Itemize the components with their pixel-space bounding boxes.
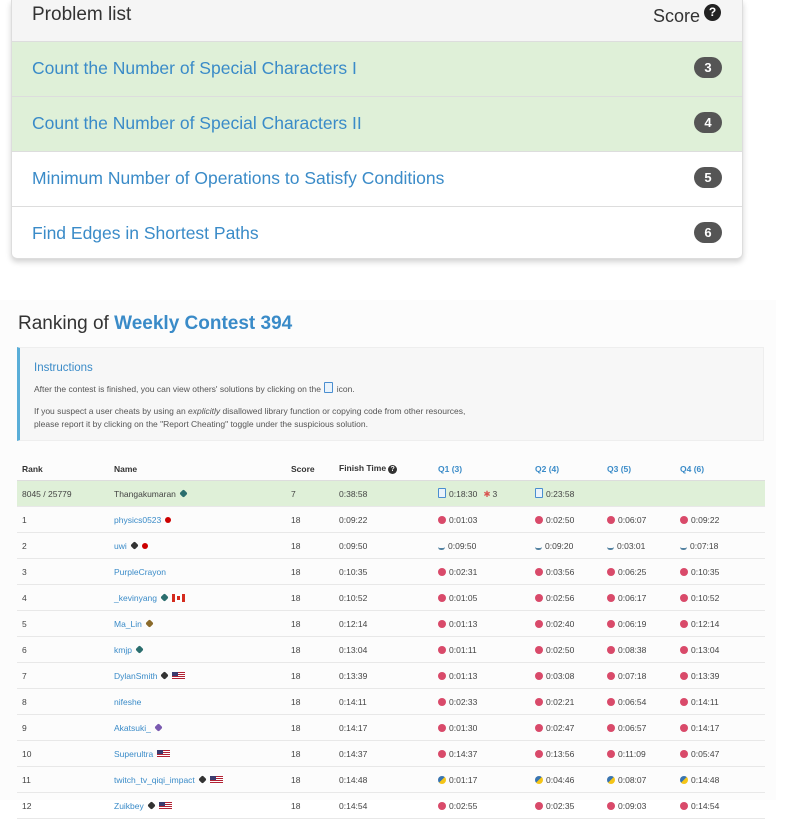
ranking-section [0,300,776,811]
finish-time-cell: 0:12:14 [334,611,433,637]
q3-time: 0:06:25 [618,566,647,577]
instructions-text: After the contest is finished, you can view others' solutions by clicking on the [34,384,321,394]
q4-cell [675,611,765,637]
rank-cell: 8 [17,689,109,715]
q1-cell [433,741,530,767]
q2-time: 0:09:20 [545,540,574,551]
instructions-text: icon. [336,384,355,394]
bug-icon: ✱ [483,488,491,499]
finish-time-cell: 0:38:58 [334,481,433,507]
q4-time: 0:10:35 [691,566,720,577]
q2-cell [530,585,602,611]
username[interactable]: DylanSmith [114,670,158,681]
cpp-language-icon[interactable] [680,672,688,680]
name-cell [109,585,286,611]
problem-title-link[interactable]: Minimum Number of Operations to Satisfy Conditions [32,168,445,188]
cpp-language-icon[interactable] [438,750,446,758]
score-cell: 18 [286,793,334,819]
name-cell [109,793,286,819]
ranking-row [17,611,765,637]
q2-cell [530,741,602,767]
q4-cell [675,663,765,689]
cpp-language-icon[interactable] [438,594,446,602]
q4-cell [675,741,765,767]
problem-title-link[interactable]: Count the Number of Special Characters II [32,113,362,133]
cpp-language-icon[interactable] [535,594,543,602]
username[interactable]: PurpleCrayon [114,566,166,577]
q4-time: 0:10:52 [691,592,720,603]
badge-icon [145,619,153,627]
java-language-icon[interactable] [607,542,614,550]
q1-time: 0:02:31 [449,566,478,577]
cpp-language-icon[interactable] [680,802,688,810]
cpp-language-icon[interactable] [438,568,446,576]
badge-icon [130,541,138,549]
q3-cell [602,559,675,585]
q4-cell [675,507,765,533]
q1-cell [433,585,530,611]
badge-icon [160,593,168,601]
q1-time: 0:01:05 [449,592,478,603]
cpp-language-icon[interactable] [535,724,543,732]
cpp-language-icon[interactable] [680,698,688,706]
q3-time: 0:07:18 [618,670,647,681]
us-flag-icon [210,776,223,784]
instructions-line-3: please report it by clicking on the "Report Cheating" toggle under the suspicious solution. [34,419,368,429]
score-cell: 18 [286,585,334,611]
cpp-language-icon[interactable] [535,698,543,706]
q2-time: 0:23:58 [546,489,575,499]
japan-flag-icon [165,517,171,523]
q2-time: 0:02:56 [546,592,575,603]
problem-list-title: Problem list [32,4,132,25]
finish-time-cell: 0:09:22 [334,507,433,533]
rank-cell: 10 [17,741,109,767]
q1-time: 0:01:17 [449,774,478,785]
problem-list-panel [11,0,743,259]
col-rank: Rank [17,457,109,481]
rank-cell: 7 [17,663,109,689]
problem-score-badge: 6 [694,222,722,243]
q1-time: 0:01:11 [449,644,477,655]
q3-time: 0:11:09 [618,748,646,759]
finish-time-cell: 0:13:39 [334,663,433,689]
q1-time: 0:01:13 [449,618,478,629]
q2-time: 0:02:50 [546,644,575,655]
finish-time-cell: 0:14:11 [334,689,433,715]
q4-time: 0:12:14 [691,618,720,629]
q2-cell [530,793,602,819]
cpp-language-icon[interactable] [680,620,688,628]
name-cell [109,533,286,559]
rank-cell: 9 [17,715,109,741]
rank-cell: 2 [17,533,109,559]
name-cell [109,767,286,793]
ranking-row [17,793,765,819]
col-score: Score [286,457,334,481]
cpp-language-icon[interactable] [607,568,615,576]
q3-cell [602,741,675,767]
problem-row[interactable] [12,207,742,259]
score-cell: 18 [286,559,334,585]
ranking-row [17,663,765,689]
q4-time: 0:14:17 [691,722,720,733]
q3-cell [602,507,675,533]
solution-doc-icon [324,382,333,393]
ranking-title-prefix: Ranking of [18,313,109,334]
username[interactable]: _kevinyang [114,592,158,603]
badge-icon [147,801,155,809]
score-cell: 18 [286,507,334,533]
ranking-row [17,715,765,741]
q1-cell [433,559,530,585]
q1-time: 0:02:33 [449,696,478,707]
rank-cell: 5 [17,611,109,637]
rank-cell: 1 [17,507,109,533]
rank-cell: 12 [17,793,109,819]
q2-time: 0:02:35 [546,800,575,811]
cpp-language-icon[interactable] [438,802,446,810]
java-language-icon[interactable] [535,542,542,550]
finish-time-cell: 0:14:54 [334,793,433,819]
q2-cell [530,767,602,793]
ranking-row [17,585,765,611]
problem-title-link[interactable]: Count the Number of Special Characters I [32,58,357,78]
q4-cell [675,767,765,793]
cpp-language-icon[interactable] [535,672,543,680]
q2-cell [530,507,602,533]
q1-cell [433,637,530,663]
col-q1[interactable]: Q1 (3) [433,457,530,481]
cpp-language-icon[interactable] [607,750,615,758]
username[interactable]: Thangakumaran [114,488,176,499]
ranking-row [17,741,765,767]
cpp-language-icon[interactable] [438,724,446,732]
q2-cell [530,559,602,585]
q4-cell [675,793,765,819]
q2-cell [530,481,602,507]
cpp-language-icon[interactable] [535,516,543,524]
name-cell [109,715,286,741]
cpp-language-icon[interactable] [438,620,446,628]
python-language-icon[interactable] [438,776,446,784]
col-finish-label: Finish Time [339,463,387,473]
username[interactable]: physics0523 [114,514,162,525]
score-cell: 7 [286,481,334,507]
q4-cell [675,715,765,741]
score-cell: 18 [286,533,334,559]
q3-time: 0:06:19 [618,618,647,629]
q3-cell [602,715,675,741]
q4-time: 0:14:54 [691,800,720,811]
cpp-language-icon[interactable] [438,646,446,654]
q1-time: 0:01:13 [449,670,478,681]
finish-time-cell: 0:13:04 [334,637,433,663]
instructions-text: If you suspect a user cheats by using an [34,406,186,416]
cpp-language-icon[interactable] [607,594,615,602]
cpp-language-icon[interactable] [607,802,615,810]
q1-cell [433,793,530,819]
username[interactable]: Zuikbey [114,800,144,811]
q3-time: 0:06:07 [618,514,647,525]
problem-score-badge: 4 [694,112,722,133]
q2-time: 0:02:47 [546,722,575,733]
q3-time: 0:06:57 [618,722,647,733]
problem-list-header [12,0,742,42]
q3-cell [602,611,675,637]
col-name: Name [109,457,286,481]
cpp-language-icon[interactable] [680,724,688,732]
ranking-title [18,313,292,335]
ranking-row [17,507,765,533]
q4-cell [675,689,765,715]
cpp-language-icon[interactable] [680,646,688,654]
q1-time: 0:01:30 [449,722,478,733]
q2-cell [530,533,602,559]
question-circle-icon[interactable]: ? [704,4,721,21]
question-circle-icon[interactable]: ? [388,465,397,474]
q2-cell [530,715,602,741]
q1-cell [433,481,530,507]
problem-title-link[interactable]: Find Edges in Shortest Paths [32,223,259,243]
java-language-icon[interactable] [680,542,687,550]
q1-cell [433,715,530,741]
finish-time-cell: 0:10:35 [334,559,433,585]
cpp-language-icon[interactable] [535,646,543,654]
q1-time: 0:01:03 [449,514,478,525]
q4-time: 0:05:47 [691,748,720,759]
cpp-language-icon[interactable] [607,672,615,680]
q1-time: 0:02:55 [449,800,478,811]
q2-time: 0:02:40 [546,618,575,629]
q3-cell [602,663,675,689]
ranking-row [17,559,765,585]
us-flag-icon [157,750,170,758]
finish-time-cell: 0:14:48 [334,767,433,793]
ranking-row [17,533,765,559]
badge-icon [135,645,143,653]
ranking-row [17,637,765,663]
score-cell: 18 [286,767,334,793]
q3-cell [602,585,675,611]
finish-time-cell: 0:09:50 [334,533,433,559]
name-cell [109,559,286,585]
badge-icon [161,671,169,679]
q4-cell [675,559,765,585]
cpp-language-icon[interactable] [438,672,446,680]
q2-time: 0:03:08 [546,670,575,681]
badge-icon [154,723,162,731]
q3-time: 0:08:38 [618,644,647,655]
cpp-language-icon[interactable] [680,594,688,602]
score-header-label: Score [652,6,700,26]
instructions-line-2 [34,406,465,416]
rank-cell: 3 [17,559,109,585]
q3-time: 0:03:01 [617,540,646,551]
cpp-language-icon[interactable] [680,750,688,758]
instructions-line-1 [34,382,355,394]
my-ranking-row [17,481,765,507]
col-q3[interactable]: Q3 (5) [602,457,675,481]
q2-time: 0:03:56 [546,566,575,577]
q3-cell [602,793,675,819]
username[interactable]: kmjp [114,644,132,655]
q1-time: 0:14:37 [449,748,478,759]
q4-time: 0:14:48 [691,774,720,785]
q4-cell [675,637,765,663]
username[interactable]: uwi [114,540,127,551]
us-flag-icon [172,672,185,680]
python-language-icon[interactable] [535,776,543,784]
ranking-row [17,767,765,793]
badge-icon [179,489,187,497]
problem-row[interactable] [12,152,742,207]
contest-name-link[interactable]: Weekly Contest 394 [114,313,293,334]
java-language-icon[interactable] [438,542,445,550]
problem-list-section [0,0,762,280]
q2-cell [530,689,602,715]
wrong-submissions-count: 3 [492,488,498,499]
q4-time: 0:13:04 [691,644,720,655]
q4-time: 0:13:39 [691,670,720,681]
q2-time: 0:04:46 [546,774,575,785]
q4-time: 0:07:18 [690,540,719,551]
score-cell: 18 [286,663,334,689]
score-cell: 18 [286,715,334,741]
q1-cell [433,689,530,715]
rank-cell: 8045 / 25779 [17,481,109,507]
finish-time-cell: 0:14:17 [334,715,433,741]
q3-time: 0:06:54 [618,696,647,707]
rank-cell: 4 [17,585,109,611]
name-cell [109,507,286,533]
score-cell: 18 [286,611,334,637]
cpp-language-icon[interactable] [680,516,688,524]
q2-time: 0:02:50 [546,514,575,525]
cpp-language-icon[interactable] [607,698,615,706]
cpp-language-icon[interactable] [535,620,543,628]
q2-time: 0:02:21 [546,696,575,707]
instructions-text: disallowed library function or copying code from other resources, [222,406,466,416]
q3-time: 0:09:03 [618,800,647,811]
finish-time-cell: 0:14:37 [334,741,433,767]
q3-cell [602,767,675,793]
name-cell [109,637,286,663]
cpp-language-icon[interactable] [535,568,543,576]
username[interactable]: twitch_tv_qiqi_impact [114,774,195,785]
cpp-language-icon[interactable] [607,620,615,628]
instructions-emphasis: explicitly [188,406,221,416]
q4-cell [675,481,765,507]
cpp-language-icon[interactable] [680,568,688,576]
japan-flag-icon [142,543,148,549]
username[interactable]: Akatsuki_ [114,722,151,733]
q1-time: 0:09:50 [448,540,477,551]
col-finish-time [334,457,433,481]
score-cell: 18 [286,741,334,767]
q1-cell [433,507,530,533]
q3-time: 0:06:17 [618,592,647,603]
cpp-language-icon[interactable] [607,646,615,654]
q3-time: 0:08:07 [618,774,647,785]
name-cell [109,689,286,715]
name-cell [109,663,286,689]
badge-icon [198,775,206,783]
ranking-table [17,457,765,819]
problem-score-badge: 3 [694,57,722,78]
solution-doc-icon[interactable] [438,488,446,498]
problem-score-badge: 5 [694,167,722,188]
cpp-language-icon[interactable] [438,516,446,524]
q1-time: 0:18:30 [449,488,478,499]
q1-cell [433,663,530,689]
q3-cell [602,481,675,507]
q2-cell [530,637,602,663]
q3-cell [602,533,675,559]
cpp-language-icon[interactable] [535,802,543,810]
finish-time-cell: 0:10:52 [334,585,433,611]
q3-cell [602,637,675,663]
q2-cell [530,663,602,689]
username[interactable]: Superultra [114,748,154,759]
python-language-icon[interactable] [607,776,615,784]
score-cell: 18 [286,637,334,663]
q2-cell [530,611,602,637]
q4-time: 0:14:11 [691,696,719,707]
q4-cell [675,585,765,611]
username[interactable]: Ma_Lin [114,618,142,629]
cpp-language-icon[interactable] [535,750,543,758]
us-flag-icon [159,802,172,810]
q4-cell [675,533,765,559]
instructions-box [17,347,764,441]
col-q2[interactable]: Q2 (4) [530,457,602,481]
q3-cell [602,689,675,715]
name-cell [109,481,286,507]
username[interactable]: nifeshe [114,696,142,707]
solution-doc-icon[interactable] [535,488,543,498]
score-cell: 18 [286,689,334,715]
python-language-icon[interactable] [680,776,688,784]
q4-time: 0:09:22 [691,514,720,525]
name-cell [109,611,286,637]
q2-time: 0:13:56 [546,748,575,759]
ranking-header-row [17,457,765,481]
problem-row[interactable] [12,42,742,97]
ranking-row [17,689,765,715]
problem-row[interactable] [12,97,742,152]
col-q4[interactable]: Q4 (6) [675,457,765,481]
q1-cell [433,533,530,559]
q1-cell [433,767,530,793]
canada-flag-icon [172,594,185,602]
cpp-language-icon[interactable] [607,516,615,524]
q1-cell [433,611,530,637]
cpp-language-icon[interactable] [607,724,615,732]
cpp-language-icon[interactable] [438,698,446,706]
instructions-title: Instructions [34,362,93,374]
rank-cell: 11 [17,767,109,793]
name-cell [109,741,286,767]
rank-cell: 6 [17,637,109,663]
